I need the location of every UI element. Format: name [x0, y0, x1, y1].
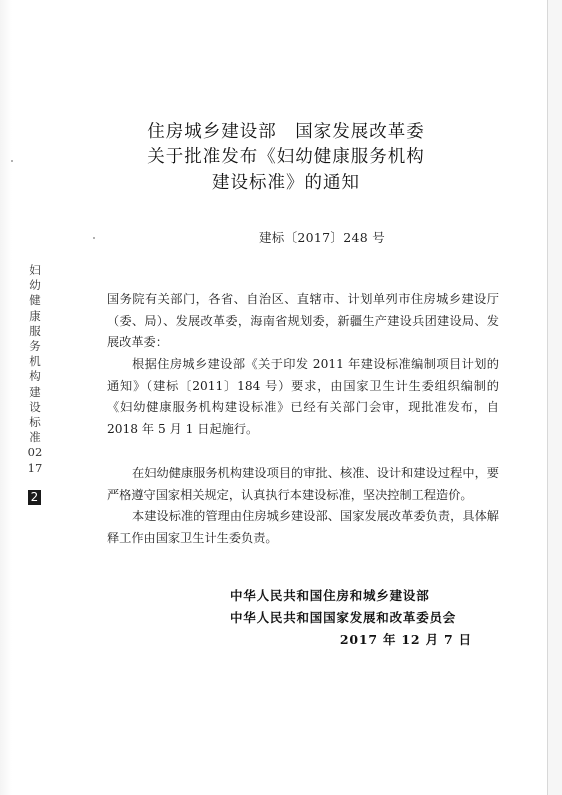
- paragraph-1: [107, 354, 499, 440]
- salutation: [107, 289, 499, 354]
- paragraph-text: 根据住房城乡建设部《关于印发 2011 年建设标准编制项目计划的通知》（建标〔2011〕184 号）要求，由国家卫生计生委组织编制的《妇幼健康服务机构建设标准》已经有关部门会审，现批准发布，自 2018 年 5 月 1 日起施行。: [107, 357, 499, 436]
- page-edge: [547, 0, 562, 795]
- title-line-1: 住房城乡建设部 国家发展改革委: [147, 122, 425, 142]
- paragraph-2: [107, 463, 499, 506]
- paragraph-text: 在妇幼健康服务机构建设项目的审批、核准、设计和建设过程中，要严格遵守国家相关规定，认真执行本建设标准，坚决控制工程造价。: [107, 466, 499, 502]
- scan-speck: [11, 160, 13, 162]
- title-line-3: 建设标准》的通知: [212, 173, 360, 193]
- title-line-2: 关于批准发布《妇幼健康服务机构: [147, 147, 425, 167]
- issue-date: 2017 年 12 月 7 日: [339, 632, 472, 647]
- paragraph-3: [107, 506, 499, 549]
- document-number: 建标〔2017〕248 号: [259, 230, 386, 245]
- spine-box-label: 2: [28, 490, 41, 505]
- paragraph-text: 本建设标准的管理由住房城乡建设部、国家发展改革委负责，具体解释工作由国家卫生计生委负责。: [107, 509, 499, 545]
- spine-label: 妇幼健康服务机构建设标准0217: [27, 263, 43, 475]
- salutation-text: 国务院有关部门，各省、自治区、直辖市、计划单列市住房城乡建设厅（委、局）、发展改革委，海南省规划委，新疆生产建设兵团建设局、发展改革委：: [107, 292, 499, 349]
- signature-ndrc: 中华人民共和国国家发展和改革委员会: [230, 610, 457, 625]
- scan-speck: [93, 237, 95, 239]
- signature-ministry-housing: 中华人民共和国住房和城乡建设部: [230, 588, 430, 603]
